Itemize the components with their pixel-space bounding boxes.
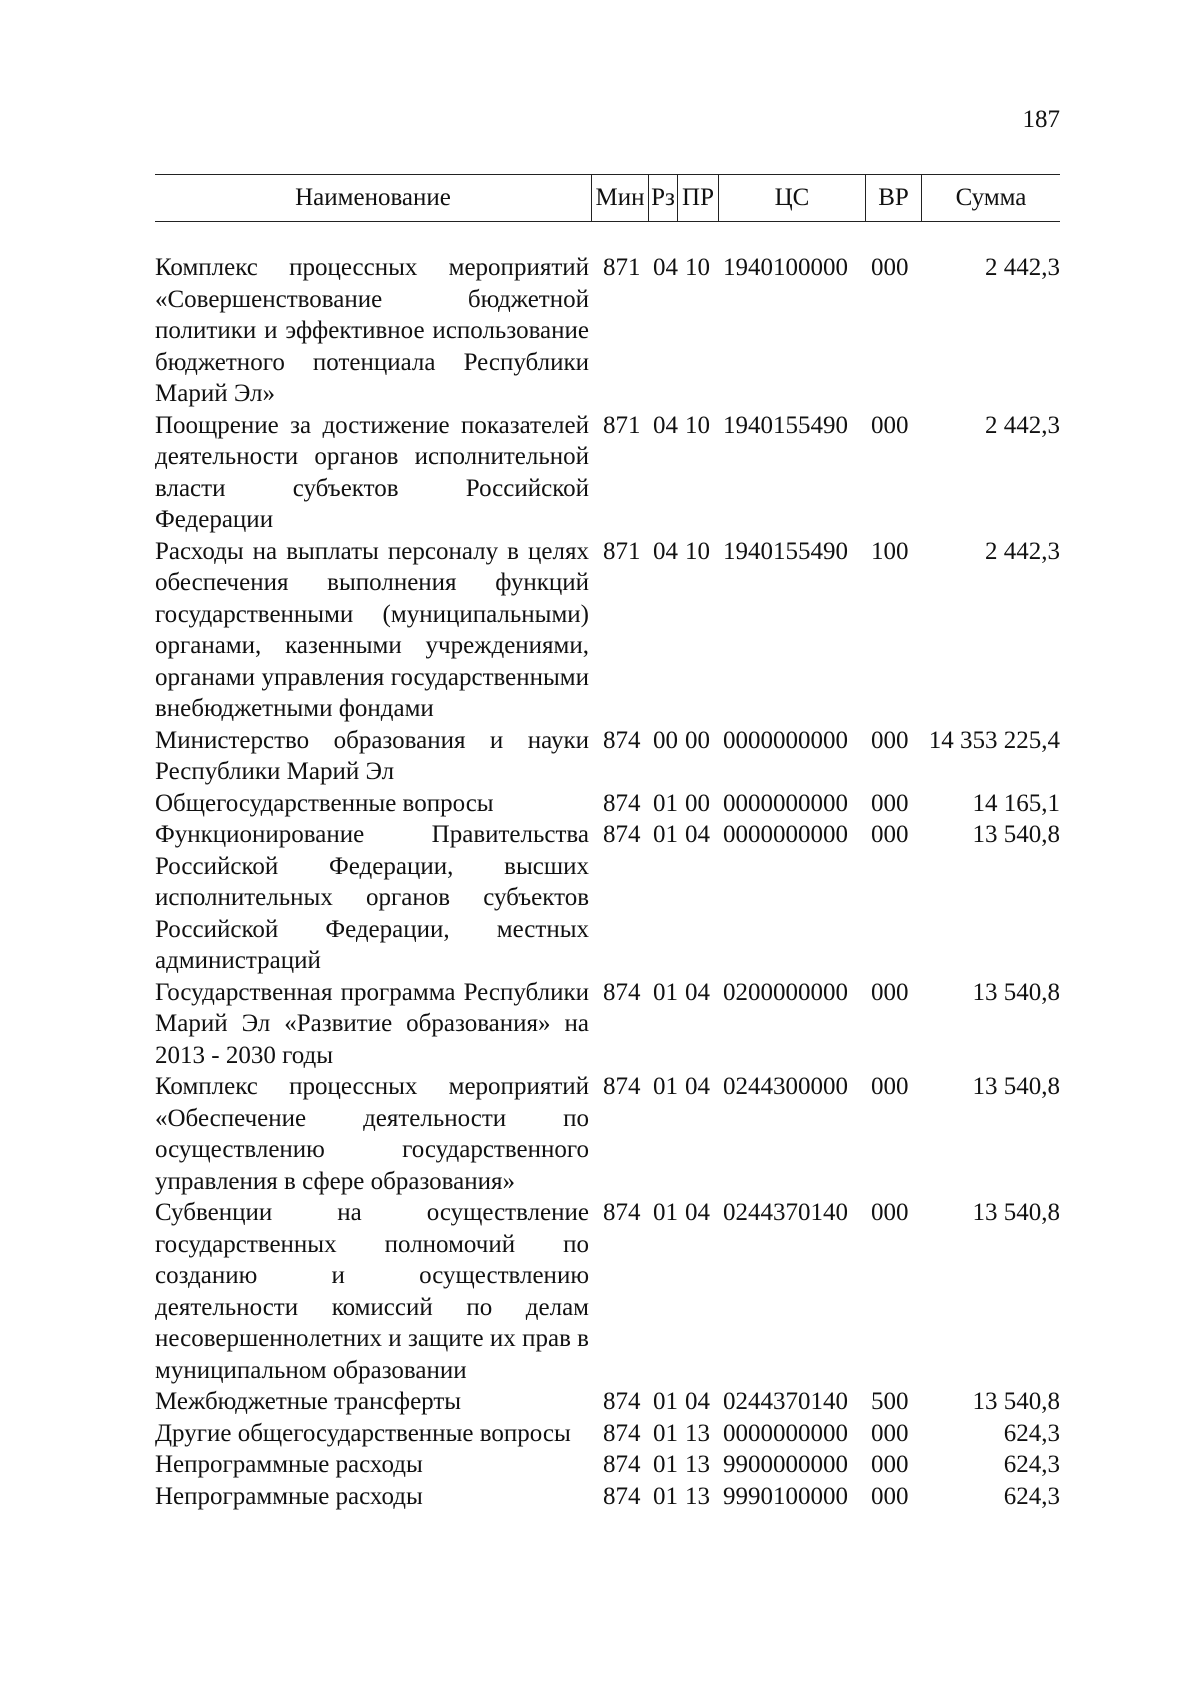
row-codes (591, 1449, 923, 1481)
row-pr: 10 (685, 254, 710, 281)
row-sum: 13 540,8 (972, 821, 1060, 848)
row-name: Комплекс процессных мероприятий «Обеспечение деятельности по осуществлению государственного управления в сфере образования» (155, 1073, 589, 1195)
row-rz: 04 (653, 411, 678, 439)
row-min: 874 (603, 726, 641, 754)
row-name: Комплекс процессных мероприятий «Совершенствование бюджетной политики и эффективное использование бюджетного потенциала Республики Марий Эл» (155, 254, 589, 407)
row-codes (591, 1418, 923, 1450)
row-vr: 000 (871, 1073, 909, 1100)
row-name: Министерство образования и науки Республики Марий Эл (155, 726, 589, 785)
row-vr: 000 (871, 1451, 909, 1478)
row-sum: 14 165,1 (972, 789, 1060, 817)
row-rz: 01 (653, 1482, 678, 1510)
table-body (155, 252, 1060, 1512)
row-pr: 00 (685, 789, 710, 817)
row-cs: 0244370140 (723, 1199, 848, 1226)
row-rz: 01 (653, 1388, 678, 1415)
table-header (155, 174, 1060, 222)
row-sum: 13 540,8 (972, 1073, 1060, 1100)
row-vr: 000 (871, 1199, 909, 1226)
budget-table (155, 174, 1060, 1512)
table-row (155, 1481, 1060, 1513)
row-pr: 04 (685, 1199, 710, 1226)
row-codes (591, 1481, 923, 1513)
row-vr: 000 (871, 411, 909, 439)
table-row (155, 1197, 1060, 1386)
table-row (155, 788, 1060, 820)
row-vr: 000 (871, 978, 909, 1006)
row-cs: 0244370140 (723, 1388, 848, 1415)
row-rz: 01 (653, 789, 678, 817)
row-sum: 13 540,8 (972, 1388, 1060, 1415)
row-pr: 04 (685, 1073, 710, 1100)
table-row (155, 1071, 1060, 1197)
row-pr: 10 (685, 411, 710, 439)
row-name: Непрограммные расходы (155, 1482, 423, 1510)
row-name: Функционирование Правительства Российской Федерации, высших исполнительных органов субъектов Российской Федерации, местных администраций (155, 821, 589, 974)
row-min: 874 (603, 1199, 641, 1226)
row-name: Расходы на выплаты персоналу в целях обеспечения выполнения функций государственными (муниципальными) органами, казенными учреждениями, органами управления государственными внебюджетными фондами (155, 537, 589, 722)
row-rz: 01 (653, 1451, 678, 1478)
row-codes (591, 788, 923, 820)
row-sum: 624,3 (1003, 1482, 1060, 1510)
table-row (155, 252, 1060, 410)
row-name: Межбюджетные трансферты (155, 1388, 462, 1415)
row-name: Непрограммные расходы (155, 1451, 423, 1478)
row-pr: 10 (685, 537, 710, 565)
row-codes (591, 725, 923, 788)
row-rz: 01 (653, 1419, 678, 1447)
row-min: 871 (603, 411, 641, 439)
row-name: Субвенции на осуществление государственных полномочий по созданию и осуществлению деятельности комиссий по делам несовершеннолетних и защите их прав в муниципальном образовании (155, 1199, 589, 1384)
table-row (155, 1418, 1060, 1450)
row-min: 871 (603, 254, 641, 281)
row-cs: 1940155490 (723, 537, 848, 565)
row-cs: 0000000000 (723, 789, 848, 817)
table-row (155, 819, 1060, 977)
row-min: 874 (603, 1073, 641, 1100)
row-pr: 00 (685, 726, 710, 754)
row-sum: 2 442,3 (985, 411, 1060, 439)
row-min: 874 (603, 1419, 641, 1447)
row-sum: 624,3 (1003, 1419, 1060, 1447)
row-pr: 04 (685, 978, 710, 1006)
row-name: Общегосударственные вопросы (155, 789, 494, 817)
row-codes (591, 1386, 923, 1418)
row-vr: 000 (871, 254, 909, 281)
table-row (155, 725, 1060, 788)
row-cs: 0000000000 (723, 726, 848, 754)
row-codes (591, 252, 923, 410)
row-rz: 00 (653, 726, 678, 754)
header-cs: ЦС (718, 175, 865, 221)
row-min: 874 (603, 978, 641, 1006)
row-min: 871 (603, 537, 641, 565)
header-min: Мин (591, 175, 648, 221)
row-vr: 000 (871, 1482, 909, 1510)
row-name: Поощрение за достижение показателей деятельности органов исполнительной власти субъектов Российской Федерации (155, 411, 589, 533)
row-cs: 1940100000 (723, 254, 848, 281)
row-cs: 9990100000 (723, 1482, 848, 1510)
table-row (155, 410, 1060, 536)
row-pr: 13 (685, 1482, 710, 1510)
row-rz: 04 (653, 537, 678, 565)
row-codes (591, 410, 923, 536)
row-min: 874 (603, 1388, 641, 1415)
row-cs: 0200000000 (723, 978, 848, 1006)
row-sum: 2 442,3 (985, 537, 1060, 565)
row-vr: 000 (871, 726, 909, 754)
row-rz: 01 (653, 1073, 678, 1100)
row-cs: 0244300000 (723, 1073, 848, 1100)
row-rz: 04 (653, 254, 678, 281)
page-number: 187 (1022, 106, 1060, 133)
row-cs: 0000000000 (723, 1419, 848, 1447)
row-codes (591, 536, 923, 725)
row-sum: 624,3 (1003, 1451, 1060, 1478)
row-min: 874 (603, 821, 641, 848)
row-pr: 13 (685, 1419, 710, 1447)
row-sum: 13 540,8 (972, 1199, 1060, 1226)
row-vr: 100 (871, 537, 909, 565)
table-row (155, 536, 1060, 725)
row-name: Другие общегосударственные вопросы (155, 1419, 571, 1447)
row-cs: 9900000000 (723, 1451, 848, 1478)
row-vr: 000 (871, 821, 909, 848)
header-name: Наименование (295, 184, 451, 211)
table-row (155, 1449, 1060, 1481)
row-pr: 13 (685, 1451, 710, 1478)
row-rz: 01 (653, 821, 678, 848)
row-vr: 000 (871, 1419, 909, 1447)
row-min: 874 (603, 789, 641, 817)
row-codes (591, 1197, 923, 1386)
table-row (155, 1386, 1060, 1418)
row-sum: 2 442,3 (985, 254, 1060, 281)
row-pr: 04 (685, 821, 710, 848)
header-rz: Рз (648, 175, 677, 221)
header-sum: Сумма (921, 175, 1060, 221)
row-rz: 01 (653, 978, 678, 1006)
row-vr: 000 (871, 789, 909, 817)
row-vr: 500 (871, 1388, 909, 1415)
row-cs: 0000000000 (723, 821, 848, 848)
row-codes (591, 1071, 923, 1197)
row-codes (591, 819, 923, 977)
header-vr: ВР (865, 175, 921, 221)
row-min: 874 (603, 1451, 641, 1478)
table-row (155, 977, 1060, 1072)
row-name: Государственная программа Республики Марий Эл «Развитие образования» на 2013 - 2030 годы (155, 978, 589, 1069)
row-cs: 1940155490 (723, 411, 848, 439)
row-codes (591, 977, 923, 1072)
header-pr: ПР (677, 175, 718, 221)
row-min: 874 (603, 1482, 641, 1510)
row-rz: 01 (653, 1199, 678, 1226)
row-pr: 04 (685, 1388, 710, 1415)
row-sum: 14 353 225,4 (928, 726, 1060, 754)
row-sum: 13 540,8 (972, 978, 1060, 1006)
